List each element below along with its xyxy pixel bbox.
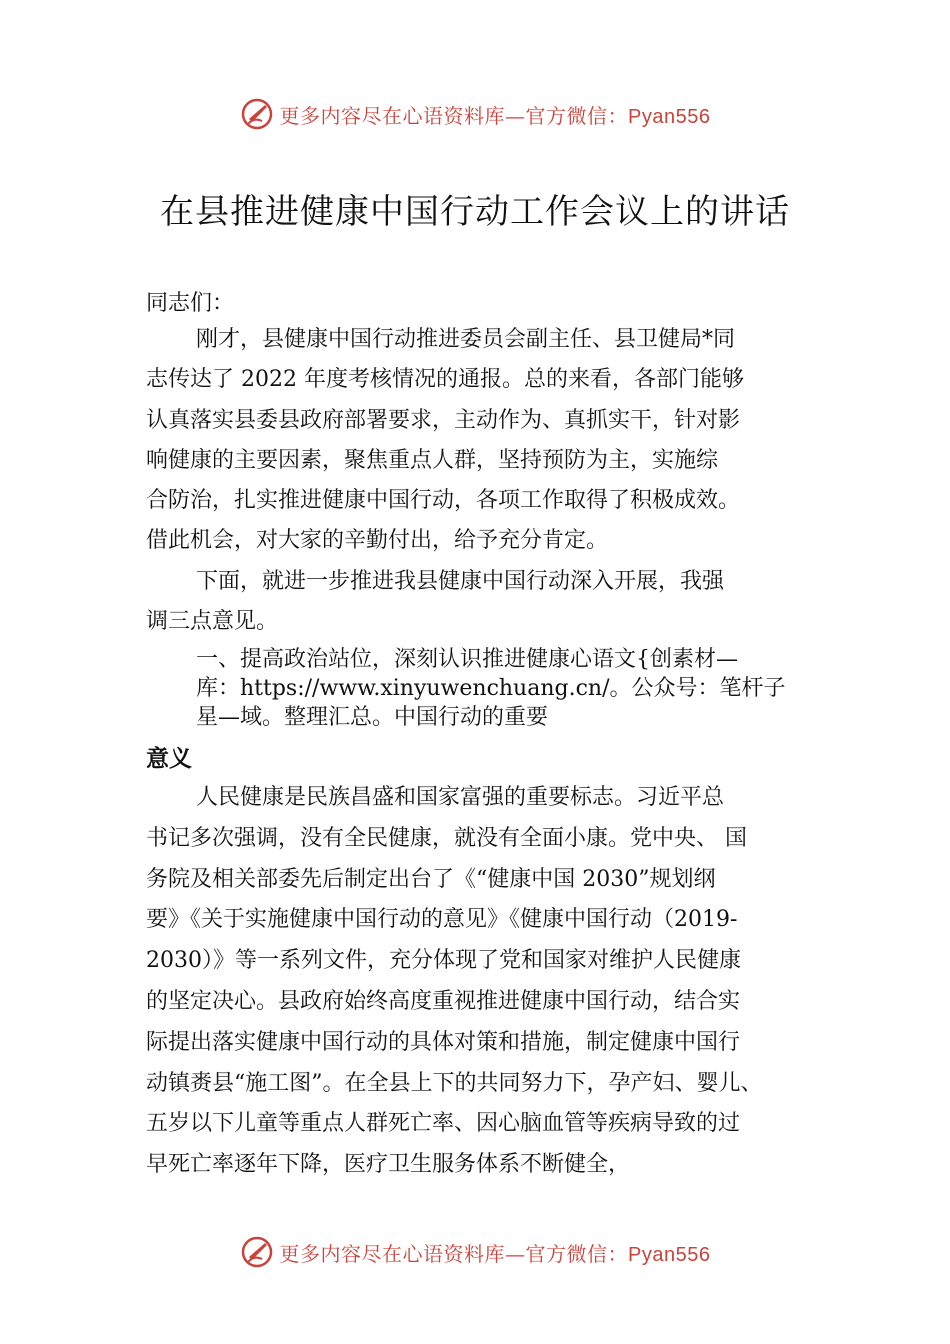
text-line: 动镇赉县“施工图”。在全县上下的共同努力下，孕产妇、婴儿、	[146, 1070, 763, 1096]
salutation: 同志们：	[146, 291, 235, 316]
section-heading-1	[196, 645, 836, 732]
section-title: 意义	[146, 746, 192, 772]
text-line: 早死亡率逐年下降，医疗卫生服务体系不断健全，	[146, 1152, 631, 1178]
text-line: 星—域。整理汇总。中国行动的重要	[196, 705, 549, 730]
text-line: 库：https://www.xinyuwenchuang.cn/。公众号：笔杆子	[196, 676, 786, 701]
paragraph-1	[146, 320, 826, 642]
text-line: 际提出落实健康中国行动的具体对策和措施，制定健康中国行	[146, 1029, 741, 1055]
footer-banner	[0, 1232, 950, 1272]
paragraph-3	[146, 778, 826, 1186]
text-line: 借此机会，对大家的辛勤付出，给予充分肯定。	[146, 528, 609, 554]
banner-text: 更多内容尽在心语资料库—官方微信：Pyan556	[279, 1241, 711, 1266]
text-line: 志传达了 2022 年度考核情况的通报。总的来看，各部门能够	[146, 367, 744, 393]
text-line: 调三点意见。	[146, 609, 279, 635]
wechat-id: Pyan556	[628, 1243, 711, 1266]
text-line: 合防治，扎实推进健康中国行动，各项工作取得了积极成效。	[146, 488, 741, 514]
text-line: 2030）》等一系列文件，充分体现了党和国家对维护人民健康	[146, 948, 741, 974]
text-line: 务院及相关部委先后制定出台了《“健康中国 2030”规划纲	[146, 866, 716, 892]
text-line: 书记多次强调，没有全民健康，就没有全面小康。党中央、 国	[146, 825, 747, 851]
brand-logo-icon	[240, 1235, 274, 1269]
brand-logo-icon	[240, 97, 274, 131]
text-line: 要》《关于实施健康中国行动的意见》《健康中国行动（2019-	[146, 907, 738, 933]
banner-text: 更多内容尽在心语资料库—官方微信：Pyan556	[279, 103, 711, 128]
text-line: 刚才，县健康中国行动推进委员会副主任、县卫健局*同	[196, 327, 736, 352]
header-banner	[0, 94, 950, 134]
text-line: 响健康的主要因素，聚焦重点人群，坚持预防为主，实施综	[146, 447, 719, 473]
wechat-id: Pyan556	[628, 105, 711, 128]
text-line: 一、提高政治站位，深刻认识推进健康心语文{创素材—	[196, 647, 738, 672]
text-line: 下面，就进一步推进我县健康中国行动深入开展，我强	[196, 568, 725, 594]
text-line: 人民健康是民族昌盛和国家富强的重要标志。习近平总	[196, 785, 725, 810]
document-title: 在县推进健康中国行动工作会议上的讲话	[160, 192, 790, 232]
text-line: 认真落实县委县政府部署要求，主动作为、真抓实干，针对影	[146, 407, 741, 433]
text-line: 五岁以下儿童等重点人群死亡率、因心脑血管等疾病导致的过	[146, 1111, 741, 1137]
text-line: 的坚定决心。县政府始终高度重视推进健康中国行动，结合实	[146, 988, 741, 1014]
opening-block	[146, 284, 826, 324]
